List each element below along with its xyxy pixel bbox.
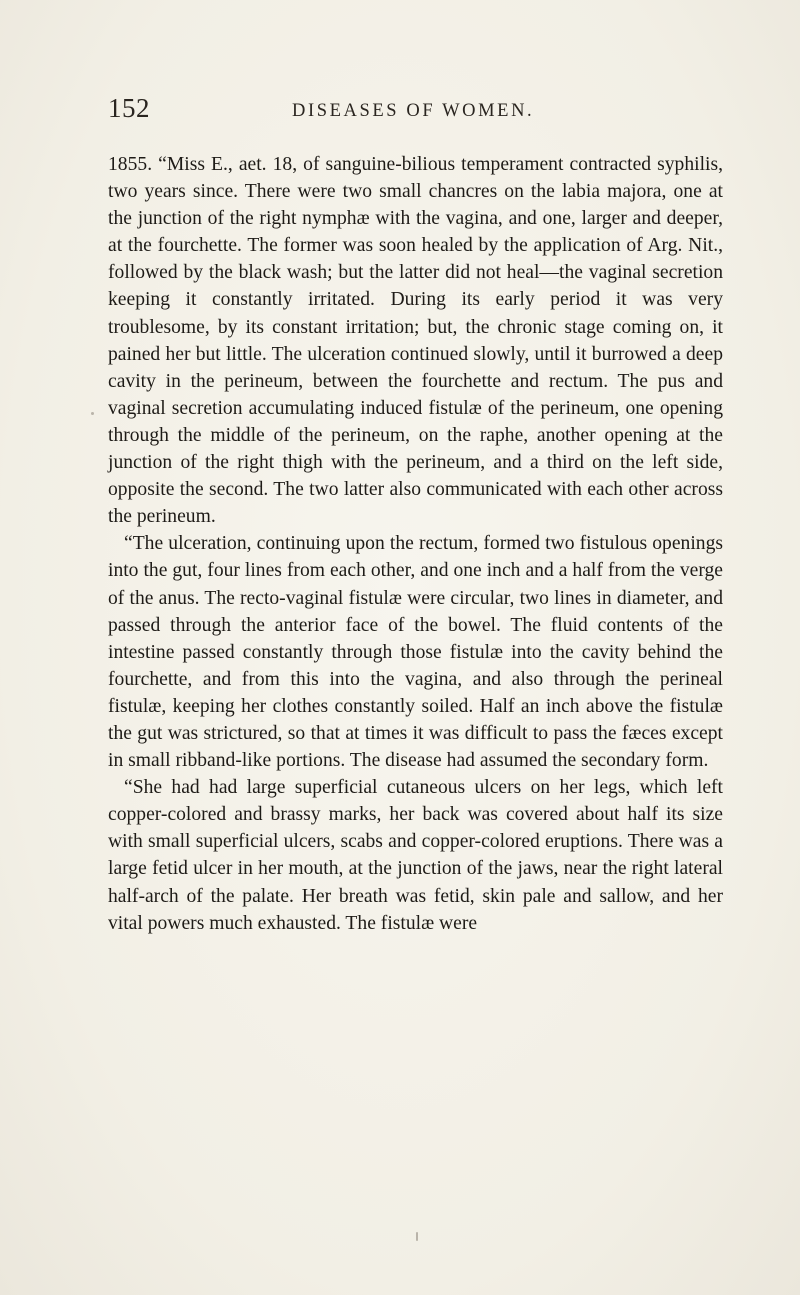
running-head: DISEASES OF WOMEN. bbox=[292, 101, 535, 121]
body-text bbox=[108, 151, 723, 937]
paragraph-case-1855: 1855. “Miss E., aet. 18, of sanguine-bilious temperament contracted syphilis, two years since. There were two small chancres on the labia majora, one at the junction of the right nymphæ with the vagina, and one, larger and deeper, at the fourchette. The former was soon healed by the application of Arg. Nit., followed by the black wash; but the latter did not heal—the vaginal secretion keeping it constantly irritated. During its early period it was very troublesome, by its constant irritation; but, the chronic stage coming on, it pained her but little. The ulceration continued slowly, until it burrowed a deep cavity in the perineum, between the fourchette and rectum. The pus and vaginal secretion accumulating induced fistulæ of the perineum, one opening through the middle of the perineum, on the raphe, another opening at the junction of the right thigh with the perineum, and a third on the left side, opposite the second. The two latter also communicated with each other across the perineum. bbox=[108, 154, 723, 528]
paragraph-ulceration: “The ulceration, continuing upon the rectum, formed two fistulous openings into the gut, four lines from each other, and one inch and a half from the verge of the anus. The recto-vaginal fistulæ were circular, two lines in diameter, and passed through the anterior face of the bowel. The fluid contents of the intestine passed constantly through those fistulæ into the cavity behind the fourchette, and from this into the vagina, and also through the perineal fistulæ, keeping her clothes constantly soiled. Half an inch above the fistulæ the gut was strictured, so that at times it was difficult to pass the fæces except in small ribband-like portions. The disease had assumed the secondary form. bbox=[108, 533, 723, 772]
paper-speck bbox=[91, 412, 94, 415]
page-number: 152 bbox=[108, 93, 150, 123]
paragraph-ulcers: “She had had large superficial cutaneous ulcers on her legs, which left copper-colored and brassy marks, her back was covered about half its size with small superficial ulcers, scabs and copper-colored eruptions. There was a large fetid ulcer in her mouth, at the junction of the jaws, near the right lateral half-arch of the palate. Her breath was fetid, skin pale and sallow, and her vital powers much exhausted. The fistulæ were bbox=[108, 777, 723, 934]
page-header bbox=[108, 93, 728, 133]
paper-speck bbox=[416, 1232, 418, 1241]
